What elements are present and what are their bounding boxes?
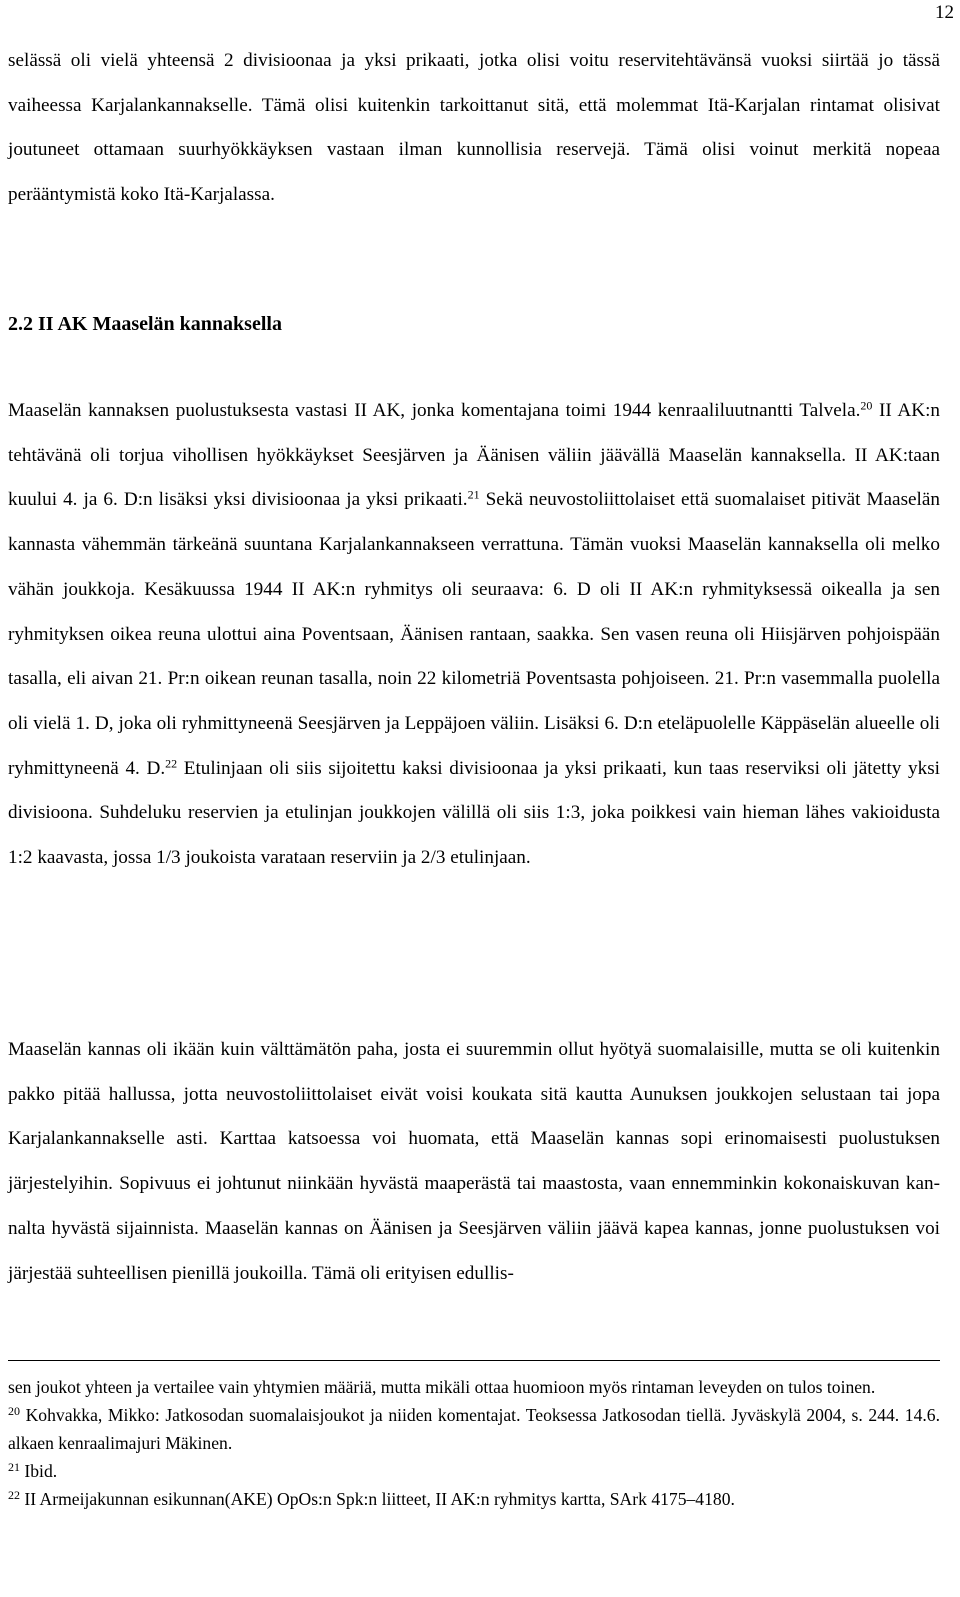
footnote-number: 22 — [8, 1488, 20, 1502]
paragraph-1-text: selässä oli vielä yhteensä 2 divisioonaa ja yksi prikaati, jotka olisi voitu reservitehtävänsä vuoksi siirtää jo tässä vaiheessa Karjalankannakselle. Tämä olisi kuitenkin tarkoittanut sitä, että molemmat Itä-Karjalan rintamat olisivat joutuneet ottamaan suurhyökkäyksen vastaan ilman kunnollisia reservejä. Tämä olisi voinut merkitä nopeaa perääntymistä koko Itä-Karjalassa. — [8, 50, 940, 206]
paragraph-2-text — [8, 389, 940, 881]
paragraph-1 — [8, 39, 940, 218]
paragraph-3-text: Maaselän kannas oli ikään kuin välttämätön paha, josta ei suuremmin ollut hyötyä suomalaisille, mutta se oli kuitenkin pakko pitää hallussa, jotta neuvostoliittolaiset eivät voisi koukata sitä kautta Aunuksen joukkojen selustaan tai jopa Karjalankannakselle asti. Karttaa katsoessa voi huomata, että Maaselän kannas sopi erinomaisesti puolustuksen järjestelyihin. Sopivuus ei johtunut niinkään hyvästä maaperästä tai maastosta, vaan ennemminkin kokonaiskuvan kannalta hyvästä sijainnista. Maaselän kannas on Äänisen ja Seesjärven väliin jäävä kapea kannas, jonne puolustuksen voi järjestää suhteellisen pienillä joukoilla. Tämä oli erityisen edullis- — [8, 1039, 940, 1284]
paragraph-2-seg3: Sekä neuvostoliittolaiset että suomalaiset pitivät Maaselän kannasta vähemmän tärkeänä suuntana Karjalankannakseen verrattuna. Tämän vuoksi Maaselän kannaksella oli melko vähän joukkoja. Kesäkuussa 1944 II AK:n ryhmitys oli seuraava: 6. D oli II AK:n ryhmityksessä oikealla ja sen ryhmityksen oikea reuna ulottui aina Poventsaan, Äänisen rantaan, saakka. Sen vasen reuna oli Hiisjärven pohjoispään tasalla, eli aivan 21. Pr:n oikean reunan tasalla, noin 22 kilometriä Poventsasta pohjoiseen. 21. Pr:n vasemmalla puolella oli vielä 1. D, joka oli ryhmittyneenä Seesjärven ja Leppäjoen väliin. Lisäksi 6. D:n eteläpuolelle Käppäselän alueelle oli ryhmittyneenä 4. D. — [8, 489, 940, 779]
footnote-number: 20 — [8, 1404, 20, 1418]
footnote-ref-20: 20 — [860, 398, 873, 413]
paragraph-2-seg2: II AK:n tehtävänä oli torjua vihollisen hyökkäykset Seesjärven ja Äänisen väliin jäävällä Maaselän kannaksella. II AK:taan kuului 4. ja 6. D:n lisäksi yksi divisioonaa ja yksi prikaati. — [8, 400, 941, 511]
footnote-number: 21 — [8, 1460, 20, 1474]
footnote-text: Ibid. — [20, 1461, 58, 1481]
page-number: 12 — [935, 2, 954, 23]
footnote-ref-21: 21 — [467, 487, 480, 502]
paragraph-2-seg4: Etulinjaan oli siis sijoitettu kaksi divisioonaa ja yksi prikaati, kun taas reserviksi oli jätetty yksi divisioona. Suhdeluku reservien ja etulinjan joukkojen välillä oli siis 1:3, joka poikkesi vain hieman lähes vakioidusta 1:2 kaavasta, jossa 1/3 joukoista varataan reserviin ja 2/3 etulinjaan. — [8, 757, 940, 869]
section-heading: 2.2 II AK Maaselän kannaksella — [8, 313, 282, 335]
footnote-text: Kohvakka, Mikko: Jatkosodan suomalaisjoukot ja niiden komentajat. Teoksessa Jatkosodan tiellä. Jyväskylä 2004, s. 244. 14.6. alkaen kenraalimajuri Mäkinen. — [8, 1405, 940, 1453]
footnote-20 — [8, 1401, 940, 1457]
paragraph-2 — [8, 389, 940, 881]
footnote-21 — [8, 1457, 940, 1485]
paragraph-2-seg1: Maaselän kannaksen puolustuksesta vastasi II AK, jonka komentajana toimi 1944 kenraaliluutnantti Talvela. — [8, 400, 861, 421]
footnote-ref-22: 22 — [165, 756, 178, 771]
paragraph-3 — [8, 1028, 940, 1296]
footnote-continued: sen joukot yhteen ja vertailee vain yhtymien määriä, mutta mikäli ottaa huomioon myös rintaman leveyden on tulos toinen. — [8, 1377, 876, 1397]
footnote-divider — [8, 1360, 940, 1361]
footnote-22 — [8, 1485, 940, 1513]
footnote-text: II Armeijakunnan esikunnan(AKE) OpOs:n Spk:n liitteet, II AK:n ryhmitys kartta, SArk 4175–4180. — [20, 1489, 735, 1509]
footnotes — [8, 1373, 940, 1513]
